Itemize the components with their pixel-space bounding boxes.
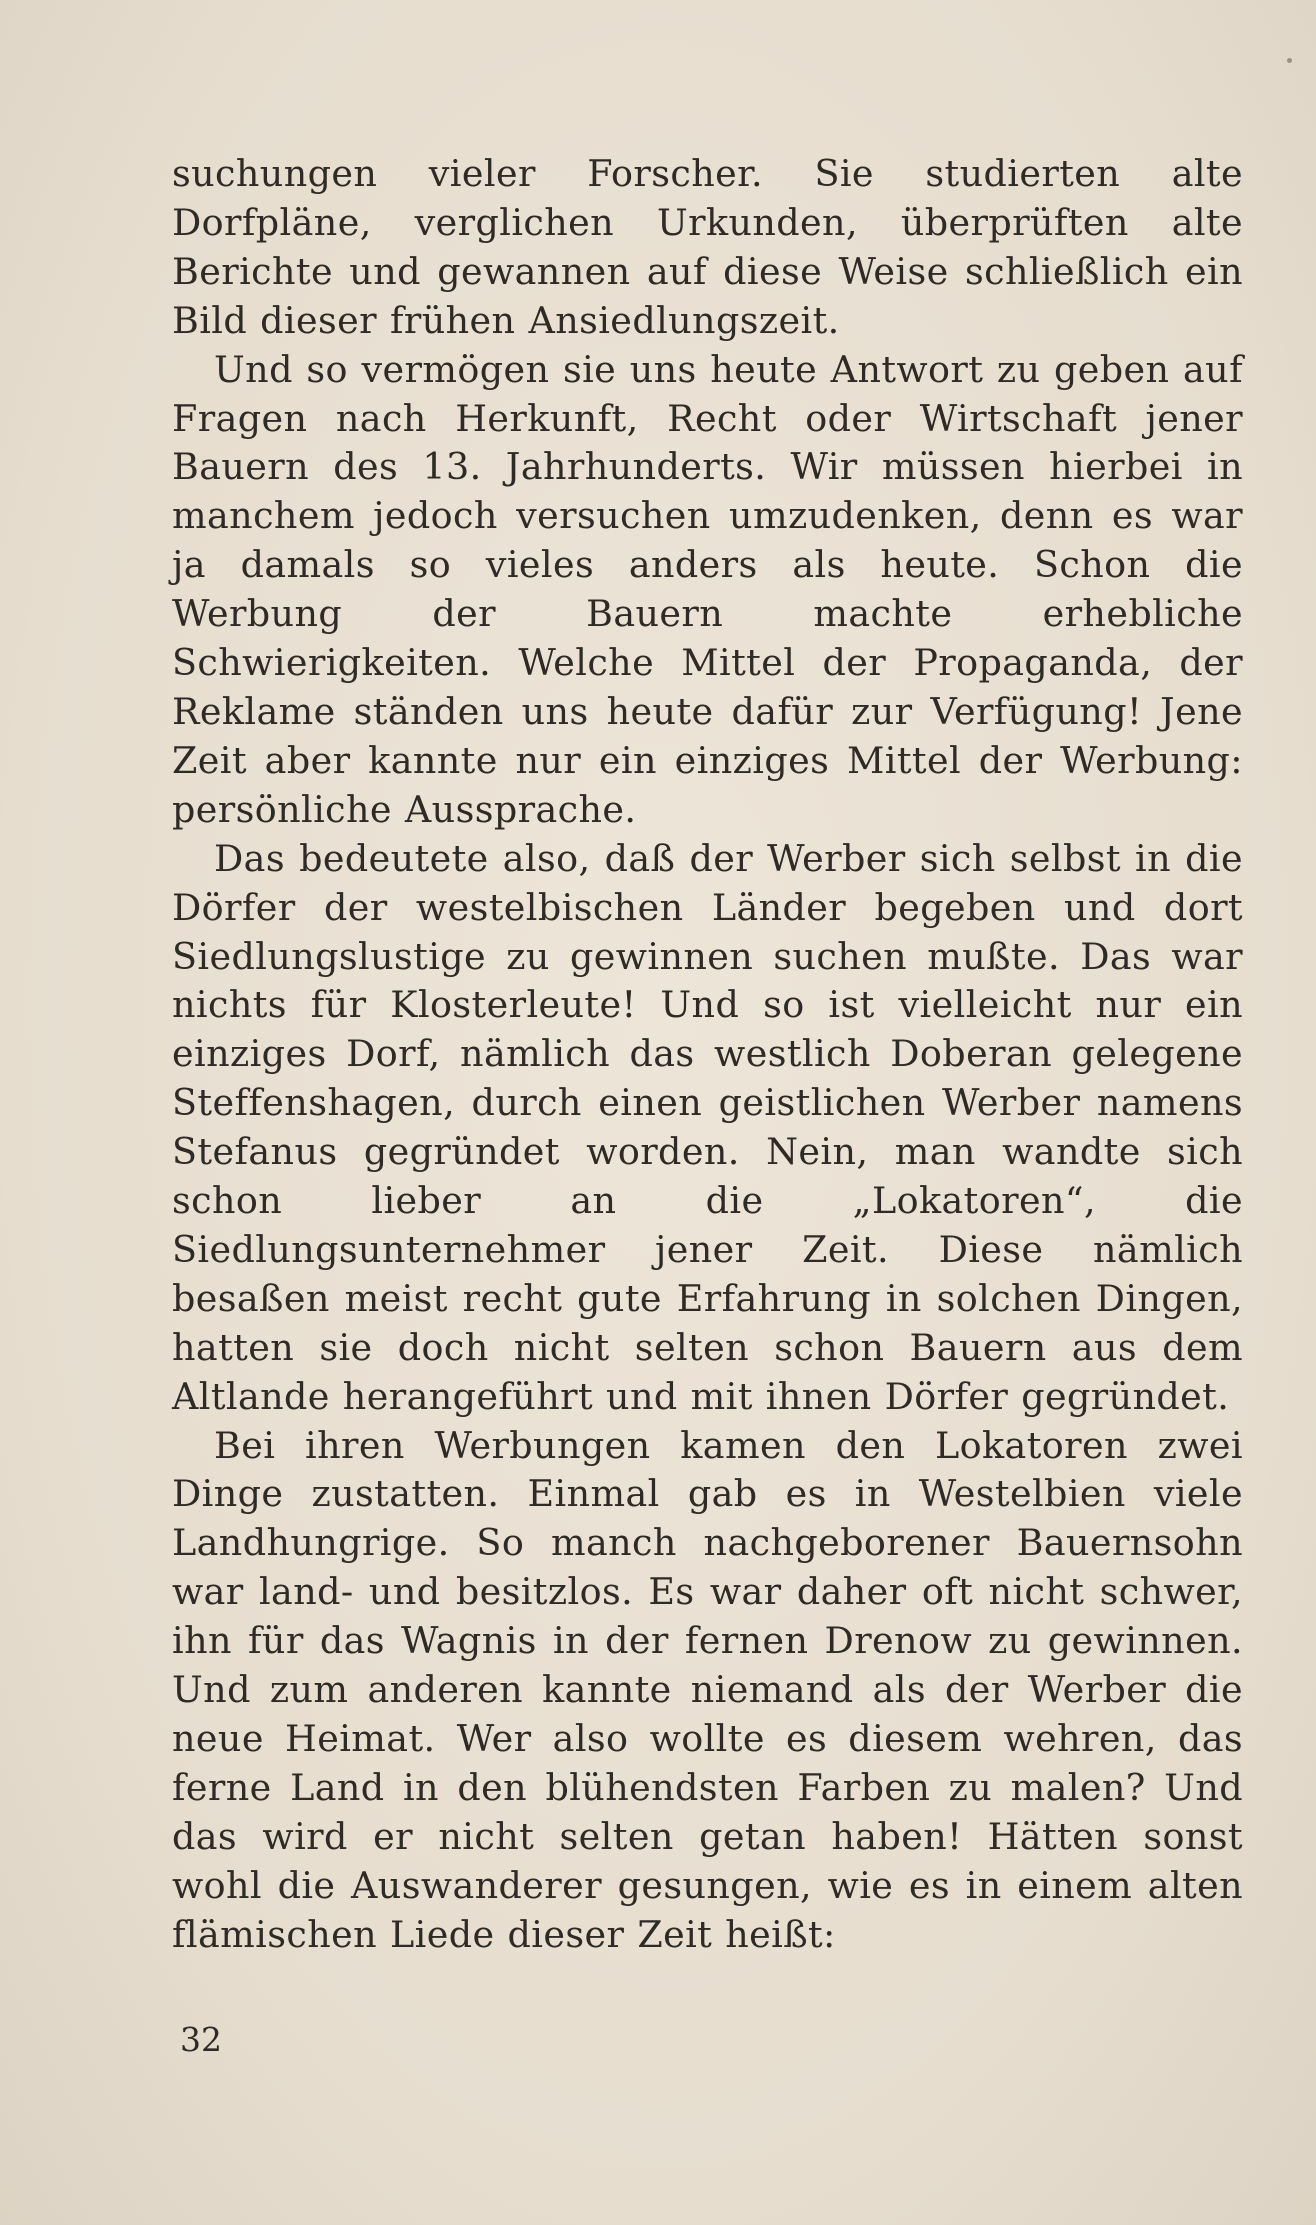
paragraph-3: Das bedeutete also, daß der Werber sich selbst in die Dörfer der westelbischen Länder begeben und dort Siedlungslustige zu gewinnen suchen mußte. Das war nichts für Klosterleute! Und so ist vielleicht nur ein einziges Dorf, nämlich das westlich Doberan gelegene Steffenshagen, durch einen geistlichen Werber namens Stefanus gegründet worden. Nein, man wandte sich schon lieber an die „Lokatoren“, die Siedlungsunternehmer jener Zeit. Diese nämlich besaßen meist recht gute Erfahrung in solchen Dingen, hatten sie doch nicht selten schon Bauern aus dem Altlande herangeführt und mit ihnen Dörfer gegründet. — [172, 836, 1243, 1418]
body-text — [172, 150, 1243, 1960]
paragraph-1: suchungen vieler Forscher. Sie studierten alte Dorfpläne, verglichen Urkunden, überprüften alte Berichte und gewannen auf diese Weise schließlich ein Bild dieser frühen Ansiedlungszeit. — [172, 152, 1243, 342]
paper-speck — [1287, 58, 1292, 63]
page-number: 32 — [180, 2020, 222, 2059]
paragraph-2: Und so vermögen sie uns heute Antwort zu geben auf Fragen nach Herkunft, Recht oder Wirtschaft jener Bauern des 13. Jahrhunderts. Wir müssen hierbei in manchem jedoch versuchen umzudenken, denn es war ja damals so vieles anders als heute. Schon die Werbung der Bauern machte erhebliche Schwierigkeiten. Welche Mittel der Propaganda, der Reklame ständen uns heute dafür zur Verfügung! Jene Zeit aber kannte nur ein einziges Mittel der Werbung: persönliche Aussprache. — [172, 347, 1243, 831]
paragraph-4: Bei ihren Werbungen kamen den Lokatoren zwei Dinge zustatten. Einmal gab es in Westelbien viele Landhungrige. So manch nachgeborener Bauernsohn war land- und besitzlos. Es war daher oft nicht schwer, ihn für das Wagnis in der fernen Drenow zu gewinnen. Und zum anderen kannte niemand als der Werber die neue Heimat. Wer also wollte es diesem wehren, das ferne Land in den blühendsten Farben zu malen? Und das wird er nicht selten getan haben! Hätten sonst wohl die Auswanderer gesungen, wie es in einem alten flämischen Liede dieser Zeit heißt: — [172, 1423, 1243, 1956]
